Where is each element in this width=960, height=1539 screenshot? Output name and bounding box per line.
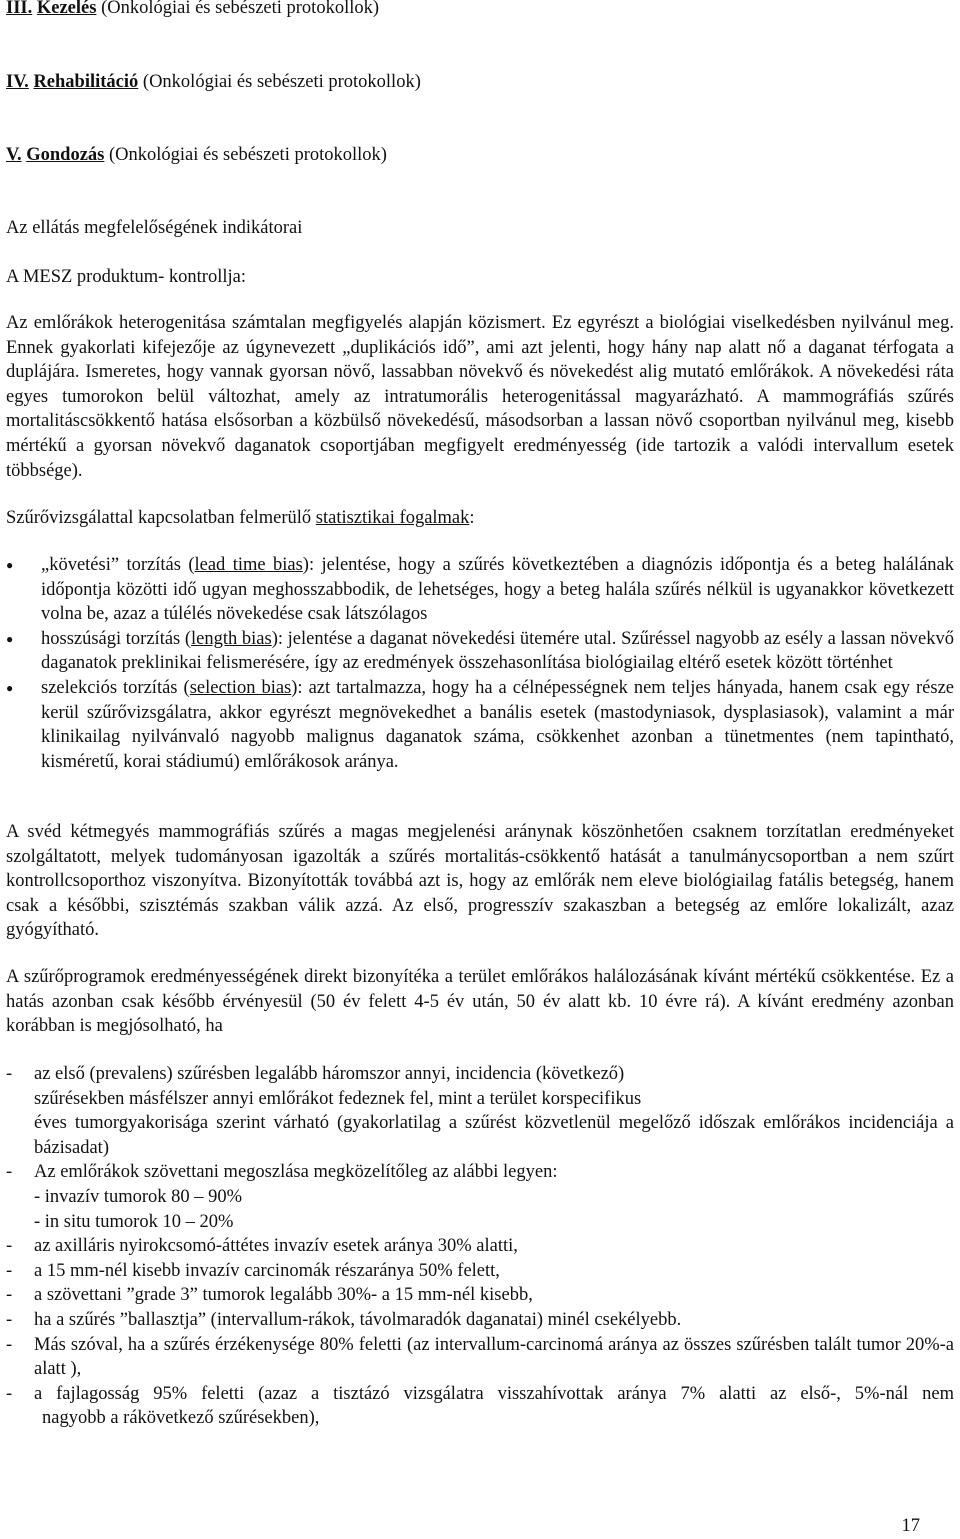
list-item bbox=[6, 553, 954, 627]
intro-colon: : bbox=[469, 508, 475, 528]
item-term: selection bias bbox=[189, 677, 292, 698]
swedish-study-paragraph: A svéd kétmegyés mammográfiás szűrés a magas megjelenési aránynak köszönhetően csaknem torzítatlan eredményeket szolgáltatott, melyek tudományosan igazolták a szűrés mortalitás-csökkentő hatását a tanulmánycsoportban a nem szűrt kontrollcsoporthoz viszonyítva. Bizonyították továbbá azt is, hogy az emlőrák nem eleve biológiailag fatális betegség, hanem csak a későbbi, szisztémás szakban válik azzá. Az első, progresszív szakaszban a betegség az emlőre lokalizált, azaz gyógyítható. bbox=[6, 822, 954, 941]
item-text: szelekciós torzítás ( bbox=[41, 677, 190, 698]
list-item bbox=[6, 1160, 954, 1234]
heading-suffix: (Onkológiai és sebészeti protokollok) bbox=[96, 0, 380, 18]
dash-marker: - bbox=[6, 1309, 13, 1330]
heading-suffix: (Onkológiai és sebészeti protokollok) bbox=[138, 72, 421, 92]
mesz-title: A MESZ produktum- kontrollja: bbox=[6, 267, 246, 287]
item-text: ): jelentése a daganat növekedési ütemére utal. Szűréssel nagyobb az esély a lassan növekvő daganatok preklinikai felismerésére, így az eredmények összehasonlítása biológiailag eltérő esetek között történhet bbox=[41, 628, 955, 674]
paragraph-sentence: Ez egyrészt a biológiai viselkedésben nyilvánul meg. Ennek gyakorlati kifejezője az úgynevezett „duplikációs idő”, ami azt jelenti, hogy hány nap alatt nő a daganat térfogata a duplájára. Ismeretes, hogy vannak gyorsan növő, lassabban növekvő és növekedést alig mutató emlőrákok. A növekedési ráta egyes tumorokon belül változhat, amely az intratumorális heterogenitással magyarázható. bbox=[6, 313, 954, 407]
list-item bbox=[6, 1234, 954, 1259]
heading-kezeles bbox=[6, 0, 954, 21]
item-text: az axilláris nyirokcsomó-áttétes invazív esetek aránya 30% alatti, bbox=[34, 1236, 518, 1257]
item-text: ): jelentése, hogy a szűrés következtében a diagnózis időpontja és a beteg halálának időpontja közötti idő ugyan meghosszabbodik, de lehetséges, hogy a beteg halála szűrés nélkül is ugyanakkor következett volna be, azaz a túlélés növekedése csak látszólagos bbox=[41, 555, 954, 625]
heading-number: V. bbox=[6, 145, 22, 165]
item-line: szűrésekben másfélszer annyi emlőrákot fedeznek fel, mint a terület korspecifikus bbox=[34, 1088, 642, 1109]
list-item bbox=[6, 676, 954, 774]
item-line: éves tumorgyakorisága szerint várható (gyakorlatilag a szűrést közvetlenül megelőző időszak emlőrákos incidenciája a bázisadat) bbox=[34, 1113, 954, 1158]
list-item bbox=[6, 627, 954, 676]
bias-list bbox=[6, 553, 954, 774]
item-term: length bias bbox=[191, 628, 272, 649]
item-text: ): azt tartalmazza, hogy ha a célnépességnek nem teljes hányada, hanem csak egy része kerül szűrővizsgálatra, akkor egyrészt megnövekedhet a banális esetek (mastodyniasok, dysplasiasok), valamint a már klinikailag nyilvánvaló nagyobb malignus daganatok száma, csökkenhet azonban a tünetmentes (nem tapintható, kisméretű, korai stádiumú) emlőrákosok aránya. bbox=[41, 677, 955, 772]
list-item bbox=[6, 1259, 954, 1284]
item-line: az első (prevalens) szűrésben legalább háromszor annyi, incidencia (következő) bbox=[34, 1064, 625, 1084]
heading-title: Gondozás bbox=[26, 145, 105, 165]
list-item bbox=[6, 1308, 954, 1333]
item-text: hosszúsági torzítás ( bbox=[41, 628, 192, 649]
page-number: 17 bbox=[901, 1516, 920, 1536]
heading-gondozas bbox=[6, 143, 954, 168]
item-text: ha a szűrés ”ballasztja” (intervallum-rákok, távolmaradók daganatai) minél csekélyebb. bbox=[34, 1309, 682, 1330]
item-term: lead time bias bbox=[194, 555, 303, 575]
item-text: a szövettani ”grade 3” tumorok legalább 30%- a 15 mm-nél kisebb, bbox=[34, 1285, 533, 1306]
dash-marker: - bbox=[6, 1162, 13, 1183]
intro-underlined: statisztikai fogalmak bbox=[315, 508, 470, 528]
dash-marker: - bbox=[6, 1334, 13, 1355]
heading-number: III. bbox=[6, 0, 33, 18]
indicators-title: Az ellátás megfelelőségének indikátorai bbox=[6, 218, 303, 238]
paragraph-sentence: A mammográfiás szűrés mortalitáscsökkentő hatása elsősorban a közbülső növekedésű, másodsorban a lassan növő csoportban nyilvánul meg, kisebb mértékű a gyorsan növekvő daganatok csoportjában megfigyelt eredményesség (ide tartozik a valódi intervallum esetek többsége). bbox=[6, 386, 954, 481]
dash-marker: - bbox=[6, 1236, 13, 1257]
list-item bbox=[6, 1333, 954, 1382]
dash-marker: - bbox=[6, 1383, 13, 1404]
dash-marker: - bbox=[6, 1064, 13, 1084]
list-item bbox=[6, 1382, 954, 1431]
programme-results-paragraph: A szűrőprogramok eredményességének direkt bizonyítéka a terület emlőrákos halálozásának kívánt mértékű csökkentése. Ez a hatás azonban csak később érvényesül (50 év felett 4-5 év után, 50 év alatt kb. 10 évre rá). A kívánt eredmény azonban korábban is megjósolható, ha bbox=[6, 967, 954, 1037]
dash-marker: - bbox=[6, 1285, 13, 1306]
paragraph-sentence: Az emlőrákok heterogenitása számtalan megfigyelés alapján közismert. bbox=[6, 313, 552, 333]
item-line: Az emlőrákok szövettani megoszlása megközelítőleg az alábbi legyen: bbox=[34, 1162, 558, 1183]
heterogeneity-paragraph bbox=[6, 311, 954, 483]
item-line: - invazív tumorok 80 – 90% bbox=[34, 1186, 243, 1207]
statistics-intro bbox=[6, 506, 954, 531]
heading-title: Rehabilitáció bbox=[33, 72, 139, 92]
criteria-list bbox=[6, 1062, 954, 1431]
heading-suffix: (Onkológiai és sebészeti protokollok) bbox=[104, 145, 387, 165]
item-line: a fajlagosság 95% feletti (azaz a tisztázó vizsgálatra visszahívottak aránya 7% alatti az első-, 5%-nál nem bbox=[34, 1383, 954, 1404]
item-line: nagyobb a rákövetkező szűrésekben), bbox=[42, 1408, 320, 1429]
item-text: „követési” torzítás ( bbox=[41, 555, 195, 575]
item-text: a 15 mm-nél kisebb invazív carcinomák részaránya 50% felett, bbox=[34, 1260, 500, 1281]
heading-title: Kezelés bbox=[36, 0, 97, 18]
item-line: - in situ tumorok 10 – 20% bbox=[34, 1211, 234, 1232]
heading-rehabilitacio bbox=[6, 70, 954, 95]
item-text: Más szóval, ha a szűrés érzékenysége 80% feletti (az intervallum-carcinomá aránya az összes szűrésben talált tumor 20%-a alatt ), bbox=[34, 1334, 954, 1380]
dash-marker: - bbox=[6, 1260, 13, 1281]
list-item bbox=[6, 1062, 954, 1160]
heading-number: IV. bbox=[6, 72, 29, 92]
intro-text: Szűrővizsgálattal kapcsolatban felmerülő bbox=[6, 508, 316, 528]
list-item bbox=[6, 1283, 954, 1308]
